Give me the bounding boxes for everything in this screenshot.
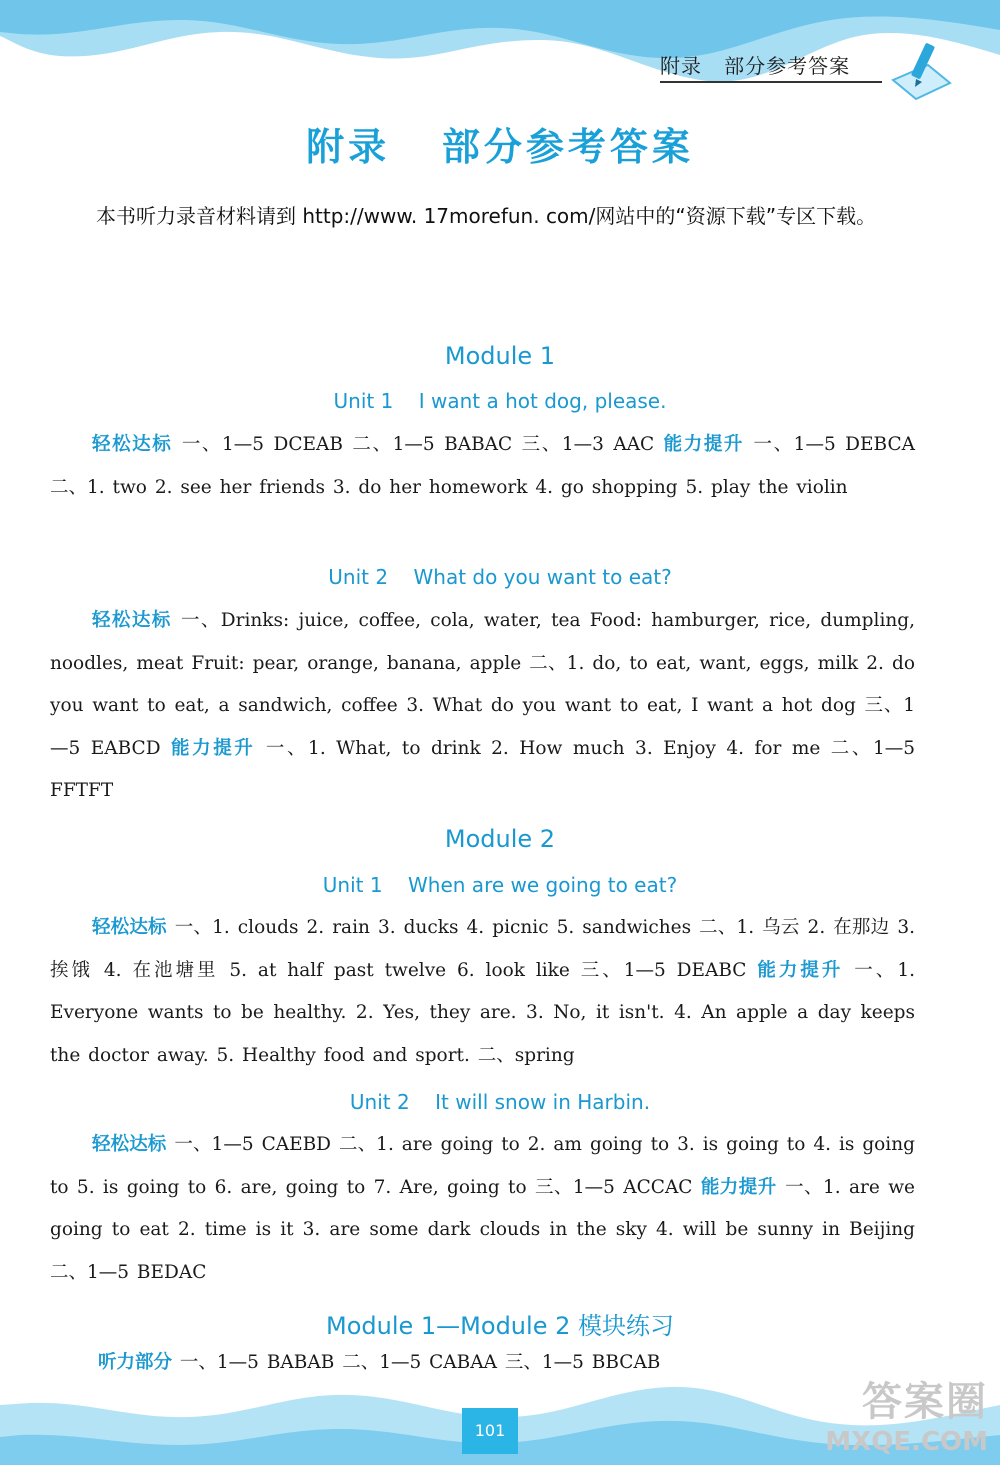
module-1-unit-2-answers <box>50 600 915 813</box>
label-easy: 轻松达标 <box>92 1134 167 1155</box>
label-ability: 能力提升 <box>171 737 256 759</box>
label-ability: 能力提升 <box>757 959 844 981</box>
module-1-unit-1-answers <box>50 424 915 509</box>
answers-easy: 一、1. clouds 2. rain 3. ducks 4. picnic 5. sandwiches 二、1. 乌云 2. 在那边 3. 挨饿 4. 在池塘里 5. at half past twelve 6. look like 三、1—5 DEABC <box>50 917 915 981</box>
answers-ability: 一、1. Everyone wants to be healthy. 2. Yes, they are. 3. No, it isn't. 4. An apple a day keeps the doctor away. 5. Healthy food and sport. 二、spring <box>50 959 915 1066</box>
module-2-unit-2-heading: Unit 2 It will snow in Harbin. <box>349 1090 651 1114</box>
module-2-unit-1-answers <box>50 907 915 1077</box>
practice-heading: Module 1—Module 2 模块练习 <box>326 1312 674 1340</box>
watermark-line-1: 答案圈 <box>862 1379 988 1425</box>
answers-ability: 一、1. are we going to eat 2. time is it 3. are some dark clouds in the sky 4. will be sunny in Beijing 二、1—5 BEDAC <box>50 1176 915 1283</box>
module-2-unit-1-heading: Unit 1 When are we going to eat? <box>322 873 678 897</box>
pencil-book-icon <box>888 35 958 105</box>
running-header: 附录 部分参考答案 <box>660 50 882 83</box>
module-1-heading: Module 1 <box>444 342 556 370</box>
intro-note <box>50 194 930 238</box>
intro-text: 本书听力录音材料请到 http://www. 17morefun. com/网站中的“资源下载”专区下载。 <box>96 204 877 228</box>
module-2-unit-2-answers <box>50 1124 915 1294</box>
module-2-heading: Module 2 <box>444 825 556 853</box>
label-easy: 轻松达标 <box>92 434 173 455</box>
page-title: 附录 部分参考答案 <box>306 125 694 169</box>
module-1-unit-1-heading: Unit 1 I want a hot dog, please. <box>333 389 667 413</box>
watermark-line-2: MXQE.COM <box>825 1427 988 1457</box>
answers-listening: 一、1—5 BABAB 二、1—5 CABAA 三、1—5 BBCAB <box>172 1352 661 1373</box>
page-number: 101 <box>462 1408 518 1454</box>
answers-easy: 一、1—5 CAEBD 二、1. are going to 2. am going to 3. is going to 4. is going to 5. is going to 6. are, going to 7. Are, going to 三、1—5 ACCAC <box>50 1134 915 1198</box>
answers-easy: 一、Drinks: juice, coffee, cola, water, tea Food: hamburger, rice, dumpling, noodles, meat Fruit: pear, orange, banana, apple 二、1. do, to eat, want, eggs, milk 2. do you want to eat, a sandwich, coffee 3. What do you want to eat, I want a hot dog 三、1—5 EABCD <box>50 610 915 759</box>
watermark-logo <box>825 1370 988 1457</box>
label-easy: 轻松达标 <box>92 917 167 938</box>
label-easy: 轻松达标 <box>92 610 172 631</box>
answers-ability: 一、1. What, to drink 2. How much 3. Enjoy 4. for me 二、1—5 FFTFT <box>50 737 915 801</box>
label-listening: 听力部分 <box>98 1352 173 1373</box>
answers-ability: 一、1—5 DEBCA 二、1. two 2. see her friends 3. do her homework 4. go shopping 5. play the violin <box>50 434 915 498</box>
label-ability: 能力提升 <box>700 1176 777 1198</box>
answers-easy: 一、1—5 DCEAB 二、1—5 BABAC 三、1—3 AAC <box>172 434 664 455</box>
module-1-unit-2-heading: Unit 2 What do you want to eat? <box>328 565 672 589</box>
label-ability: 能力提升 <box>663 434 745 455</box>
